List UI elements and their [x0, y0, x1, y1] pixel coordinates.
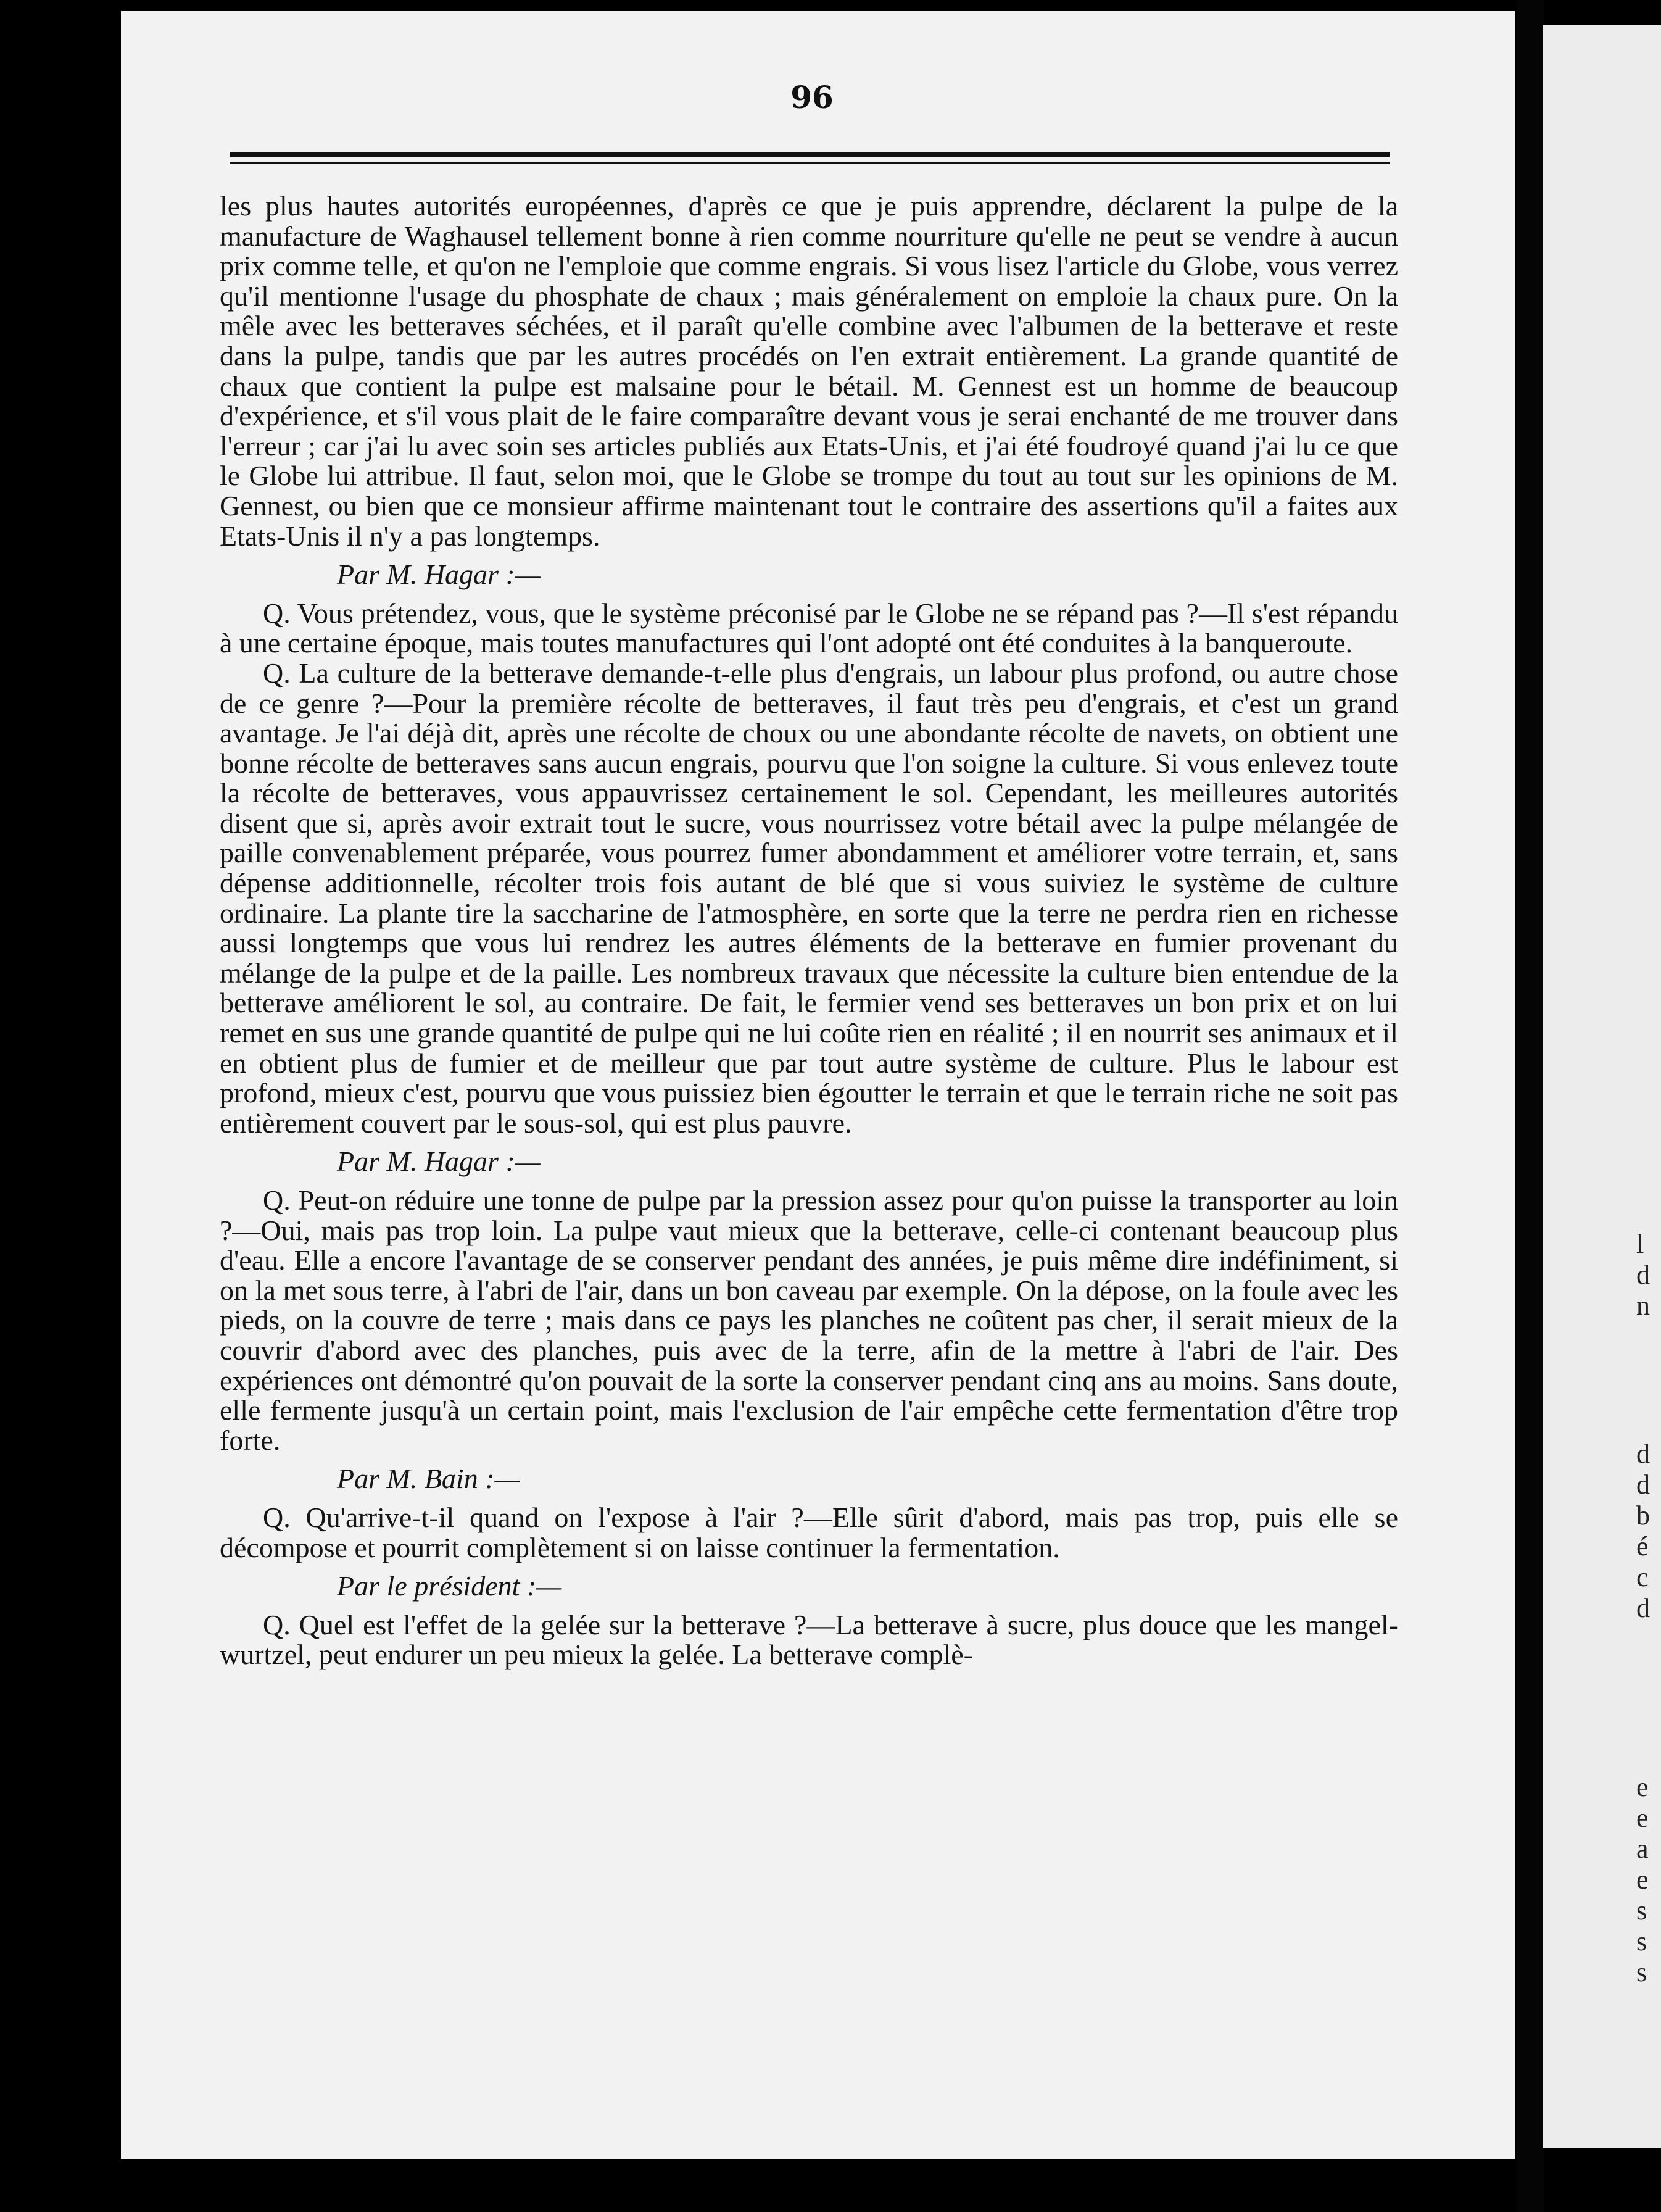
- facing-page-fragment: d: [1636, 1470, 1650, 1500]
- facing-page-fragment: a: [1636, 1834, 1649, 1864]
- page-gutter: [1517, 0, 1544, 2212]
- book-page: [121, 11, 1515, 2159]
- question-answer: Q. La culture de la betterave demande-t-elle plus d'engrais, un labour plus profond, ou autre chose de ce genre ?—Pour la première récolte de betteraves, il faut très peu d'engrais, et c'est un grand avantage. Je l'ai déjà dit, après une récolte de choux ou une abondante récolte de navets, on obtient une bonne récolte de betteraves sans aucun engrais, pourvu que l'on soigne la culture. Si vous enlevez toute la récolte de betteraves, vous appauvrissez certainement le sol. Cependant, les meilleures autorités disent que si, après avoir extrait tout le sucre, vous nourrissez votre bétail avec la pulpe mélangée de paille convenablement préparée, vous pourrez fumer abondamment et améliorer votre terrain, et, sans dépense additionnelle, récolter trois fois autant de blé que si vous suiviez le système de culture ordinaire. La plante tire la saccharine de l'atmosphère, en sorte que la terre ne perdra rien en richesse aussi longtemps que vous lui rendrez les autres éléments de la betterave en fumier provenant du mélange de la pulpe et de la paille. Les nombreux travaux que nécessite la culture bien entendue de la betterave améliorent le sol, au contraire. De fait, le fermier vend ses betteraves un bon prix et on lui remet en sus une grande quantité de pulpe qui ne lui coûte rien en réalité ; il en nourrit ses animaux et il en obtient plus de fumier et de meilleur que par tout autre système de culture. Plus le labour est profond, mieux c'est, pourvu que vous puissiez bien égoutter le terrain et que le terrain riche ne soit pas entièrement couvert par le sous-sol, qui est plus pauvre.: [220, 657, 1398, 1139]
- header-rule-thick: [230, 152, 1390, 157]
- question-answer: Q. Peut-on réduire une tonne de pulpe par la pression assez pour qu'on puisse la transporter au loin ?—Oui, mais pas trop loin. La pulpe vaut mieux que la betterave, celle-ci contenant beaucoup plus d'eau. Elle a encore l'avantage de se conserver pendant des années, je puis même dire indéfiniment, si on la met sous terre, à l'abri de l'air, dans un bon caveau par exemple. On la dépose, on la foule avec les pieds, on la couvre de terre ; mais dans ce pays les planches ne coûtent pas cher, il serait mieux de la couvrir d'abord avec des planches, puis avec de la terre, afin de la mettre à l'abri de l'air. Des expériences ont démontré qu'on pouvait de la sorte la conserver pendant cinq ans au moins. Sans doute, elle fermente jusqu'à un certain point, mais l'exclusion de l'air empêche cette fermentation d'être trop forte.: [220, 1184, 1398, 1456]
- facing-page-fragment: e: [1636, 1865, 1649, 1895]
- speaker-heading: Par M. Hagar :—: [337, 559, 541, 591]
- facing-page-fragment: d: [1636, 1260, 1650, 1290]
- body-text: [220, 191, 1398, 1670]
- facing-page-fragment: d: [1636, 1593, 1650, 1623]
- facing-page-fragment: c: [1636, 1562, 1649, 1592]
- facing-page-fragment: n: [1636, 1291, 1650, 1321]
- facing-page-fragment: e: [1636, 1803, 1649, 1833]
- question-answer: Q. Vous prétendez, vous, que le système préconisé par le Globe ne se répand pas ?—Il s'est répandu à une certaine époque, mais toutes manufactures qui l'ont adopté ont été conduites à la banqueroute.: [220, 597, 1398, 659]
- speaker-heading: Par M. Hagar :—: [337, 1146, 541, 1178]
- facing-page-fragment: s: [1636, 1895, 1647, 1926]
- question-answer: Q. Quel est l'effet de la gelée sur la betterave ?—La betterave à sucre, plus douce que les mangel-wurtzel, peut endurer un peu mieux la gelée. La betterave complè-: [220, 1608, 1398, 1671]
- facing-page-fragment: l: [1636, 1229, 1644, 1259]
- speaker-heading: Par le président :—: [337, 1570, 562, 1602]
- speaker-heading: Par M. Bain :—: [337, 1463, 520, 1495]
- facing-page-fragment: s: [1636, 1957, 1647, 1987]
- paragraph-continuation: les plus hautes autorités européennes, d'après ce que je puis apprendre, déclarent la pulpe de la manufacture de Waghausel tellement bonne à rien comme nourriture qu'elle ne peut se vendre à aucun prix comme telle, et qu'on ne l'emploie que comme engrais. Si vous lisez l'article du Globe, vous verrez qu'il mentionne l'usage du phosphate de chaux ; mais généralement on emploie la chaux pure. On la mêle avec les betteraves séchées, et il paraît qu'elle combine avec l'albumen de la betterave et reste dans la pulpe, tandis que par les autres procédés on l'en extrait entièrement. La grande quantité de chaux que contient la pulpe est malsaine pour le bétail. M. Gennest est un homme de beaucoup d'expérience, et s'il vous plait de le faire comparaître devant vous je serai enchanté de me trouver dans l'erreur ; car j'ai lu avec soin ses articles publiés aux Etats-Unis, et j'ai été foudroyé quand j'ai lu ce que le Globe lui attribue. Il faut, selon moi, que le Globe se trompe du tout au tout sur les opinions de M. Gennest, ou bien que ce monsieur affirme maintenant tout le contraire des assertions qu'il a faites aux Etats-Unis il n'y a pas longtemps.: [220, 190, 1398, 552]
- facing-page-fragment: s: [1636, 1926, 1647, 1956]
- facing-page-fragment: é: [1636, 1531, 1649, 1561]
- facing-page-fragment: d: [1636, 1439, 1650, 1469]
- question-answer: Q. Qu'arrive-t-il quand on l'expose à l'air ?—Elle sûrit d'abord, mais pas trop, puis elle se décompose et pourrit complètement si on laisse continuer la fermentation.: [220, 1501, 1398, 1563]
- facing-page-fragment: b: [1636, 1500, 1650, 1531]
- page-number: 96: [790, 79, 834, 115]
- facing-page-fragment: e: [1636, 1772, 1649, 1802]
- header-rule-thin: [230, 162, 1390, 164]
